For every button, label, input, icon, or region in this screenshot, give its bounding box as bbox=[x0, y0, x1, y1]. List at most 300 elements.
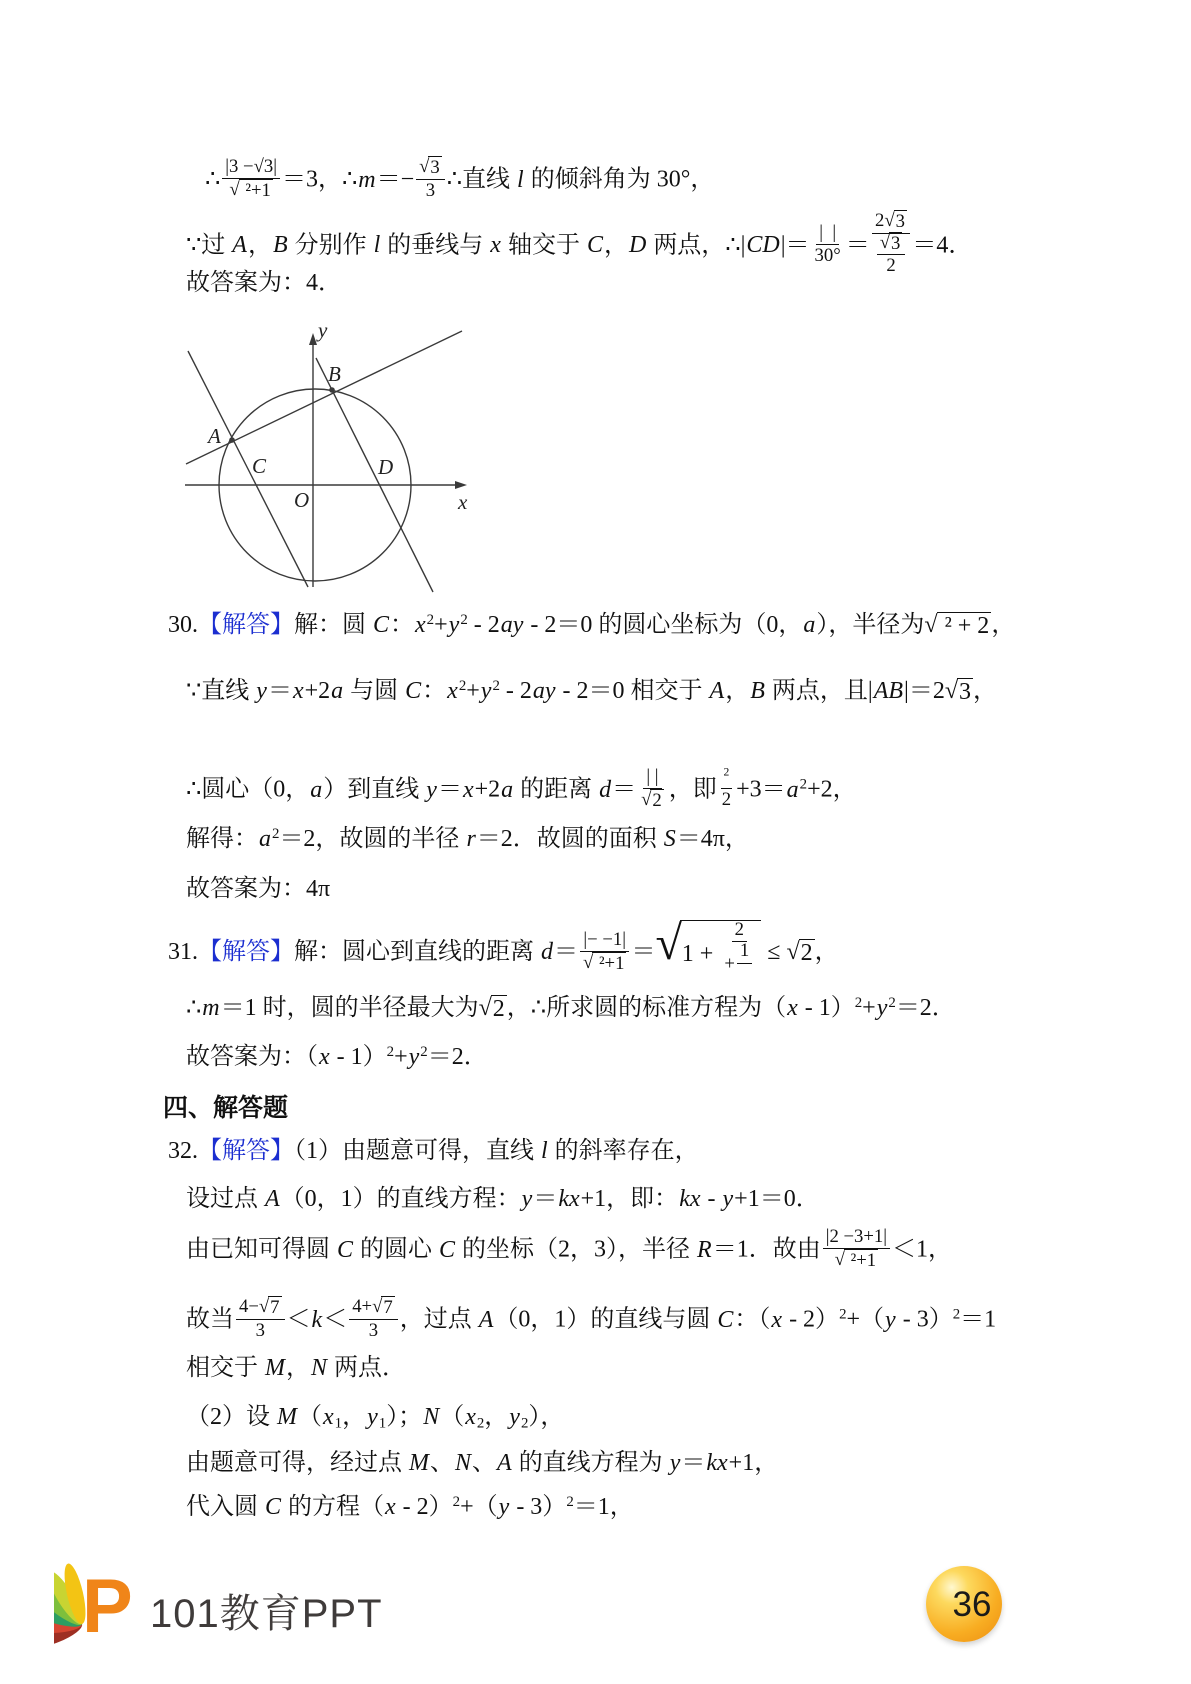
math-text: 31. bbox=[168, 939, 198, 965]
math-text: 2 bbox=[652, 790, 662, 812]
math-text: +（ bbox=[460, 1494, 498, 1520]
math-text: ＝ bbox=[554, 939, 578, 965]
solution-line-32-6 bbox=[186, 1402, 564, 1432]
math-text: 解：圆 bbox=[294, 612, 372, 638]
math-text: |3 −√3| bbox=[225, 156, 277, 177]
math-text: ＝1．故由 bbox=[712, 1236, 821, 1263]
math-variable: y bbox=[876, 995, 888, 1021]
math-variable: y bbox=[885, 1306, 896, 1333]
math-text: 故答案为：4π bbox=[186, 876, 331, 902]
math-superscript: 2 bbox=[566, 1493, 574, 1510]
math-superscript: 2 bbox=[420, 1043, 428, 1060]
math-text: ， bbox=[814, 939, 839, 965]
math-variable: N bbox=[311, 1355, 328, 1381]
math-fraction bbox=[823, 1226, 890, 1272]
math-text: ＝ bbox=[437, 776, 462, 803]
math-fraction bbox=[580, 929, 629, 975]
math-text: ）到直线 bbox=[323, 776, 426, 803]
math-radical: √ ²+1 bbox=[229, 179, 271, 202]
math-text: ， bbox=[247, 232, 272, 259]
math-text: ），半径为 bbox=[816, 612, 925, 638]
solution-line-29-answer bbox=[186, 268, 342, 298]
math-text: - 2 bbox=[467, 612, 500, 638]
math-superscript: 2 bbox=[888, 994, 896, 1011]
math-text: 1 + bbox=[681, 941, 720, 968]
math-variable: y bbox=[722, 1186, 734, 1212]
math-variable: y bbox=[509, 1404, 520, 1430]
math-text: - 1） bbox=[798, 995, 855, 1021]
section-heading: 四、解答题 bbox=[163, 1095, 289, 1122]
solution-line-32-8 bbox=[186, 1492, 634, 1522]
math-radical: √ ²+1 bbox=[834, 1249, 877, 1272]
math-text: - 2） bbox=[783, 1306, 840, 1333]
math-text: 由题意可得，经过点 bbox=[186, 1450, 408, 1476]
math-variable: a bbox=[803, 612, 816, 638]
math-text: （ bbox=[440, 1404, 465, 1430]
math-variable: A bbox=[709, 678, 725, 704]
math-variable: M bbox=[265, 1355, 285, 1381]
math-radical: √ 2 bbox=[478, 995, 505, 1022]
math-text: 故答案为：（ bbox=[186, 1044, 318, 1070]
math-text: 的直线方程为 bbox=[512, 1450, 669, 1476]
math-superscript: 2 bbox=[952, 1306, 961, 1323]
math-text: ＝1 bbox=[960, 1306, 997, 1333]
logo-letter-p: P bbox=[82, 1564, 133, 1649]
math-text: ： bbox=[390, 612, 415, 638]
answer-tag: 【解答】 bbox=[198, 939, 294, 965]
math-variable: x bbox=[385, 1494, 396, 1520]
math-variable: C bbox=[405, 678, 422, 704]
math-text: ＝1， bbox=[573, 1494, 634, 1520]
math-variable: C bbox=[439, 1236, 456, 1263]
math-text: +1＝0． bbox=[734, 1186, 820, 1212]
label-y-axis: y bbox=[318, 318, 328, 342]
math-text: 解：圆心到直线的距离 bbox=[294, 939, 540, 965]
math-variable: B bbox=[750, 678, 765, 704]
math-radical: √ 1 + 2 + 1 bbox=[655, 920, 761, 990]
math-text: 2 bbox=[886, 255, 896, 277]
math-text: - 3） bbox=[896, 1306, 953, 1333]
math-variable: x bbox=[447, 678, 458, 704]
math-text: ²+1 bbox=[240, 180, 271, 202]
math-text: ＝2，故圆的半径 bbox=[279, 826, 466, 852]
math-text: ＜ bbox=[286, 1306, 311, 1333]
math-text: - 1） bbox=[330, 1044, 387, 1070]
math-radical: √ 2 bbox=[641, 789, 662, 812]
math-text: ，∴所求圆的标准方程为（ bbox=[506, 995, 787, 1021]
math-text: 7 bbox=[270, 1297, 280, 1318]
math-variable: kx bbox=[706, 1450, 728, 1476]
solution-line-30-2 bbox=[186, 676, 997, 707]
math-text: ＝ bbox=[631, 939, 656, 965]
math-text: ²+1 bbox=[594, 952, 625, 974]
math-text: 与圆 bbox=[344, 678, 405, 704]
math-text: 4+ bbox=[352, 1296, 373, 1317]
math-text: 两点，且| bbox=[765, 678, 873, 704]
math-variable: k bbox=[311, 1306, 323, 1333]
math-text: 4− bbox=[239, 1296, 259, 1317]
math-variable: y bbox=[408, 1044, 420, 1070]
math-text: ∴直线 bbox=[446, 166, 517, 193]
math-text: + bbox=[466, 678, 480, 704]
math-variable: A bbox=[497, 1450, 512, 1476]
math-fraction bbox=[222, 156, 280, 202]
math-text: ＝3， bbox=[281, 166, 342, 193]
math-text: ∴圆心（0， bbox=[186, 776, 310, 803]
math-text: 两点． bbox=[328, 1355, 407, 1381]
math-superscript: 2 bbox=[854, 994, 863, 1011]
math-variable: x bbox=[323, 1404, 334, 1430]
math-variable: M bbox=[277, 1404, 297, 1430]
math-text: - 3） bbox=[510, 1494, 567, 1520]
math-text: 的距离 bbox=[514, 776, 599, 803]
math-variable: A bbox=[232, 232, 247, 259]
math-variable: S bbox=[663, 826, 676, 852]
math-variable: C bbox=[337, 1236, 354, 1263]
math-text: ＝ bbox=[267, 678, 292, 704]
math-variable: x bbox=[292, 678, 304, 704]
answer-tag: 【解答】 bbox=[198, 612, 294, 638]
math-text: ： bbox=[422, 678, 447, 704]
math-variable: a bbox=[331, 678, 344, 704]
math-variable: y bbox=[426, 776, 437, 803]
math-variable: y bbox=[521, 1186, 533, 1212]
math-text: （ bbox=[298, 1404, 322, 1430]
math-fraction bbox=[349, 1296, 398, 1342]
math-text: ， bbox=[603, 232, 628, 259]
math-text: ＝ bbox=[681, 1450, 706, 1476]
math-variable: l bbox=[541, 1138, 548, 1164]
solution-line-30-3 bbox=[186, 765, 857, 814]
math-text: 的倾斜角为 30°， bbox=[524, 166, 715, 193]
math-text: 2 bbox=[721, 789, 732, 811]
math-subscript: 2 bbox=[520, 1415, 529, 1432]
math-text: |＝ bbox=[780, 232, 810, 259]
math-text: - 2＝0 相交于 bbox=[556, 678, 709, 704]
math-text: ， bbox=[991, 612, 1016, 638]
math-text: + bbox=[724, 953, 735, 975]
math-text: 3 bbox=[255, 1319, 265, 1341]
math-text: 设过点 bbox=[186, 1186, 264, 1212]
math-text: 2 bbox=[734, 919, 744, 940]
math-text: +2， bbox=[807, 776, 857, 803]
math-variable: AB bbox=[873, 678, 904, 704]
math-text: | | bbox=[646, 766, 659, 787]
math-text: - bbox=[701, 1186, 722, 1212]
solution-line-32-2 bbox=[186, 1184, 820, 1214]
math-variable: A bbox=[478, 1306, 494, 1333]
math-fraction bbox=[872, 210, 911, 279]
solution-line-30-4 bbox=[186, 824, 749, 854]
math-subscript: 1 bbox=[378, 1415, 387, 1432]
label-point-C: C bbox=[252, 454, 267, 478]
math-variable: x bbox=[462, 776, 474, 803]
math-text: 3 bbox=[368, 1319, 379, 1341]
math-variable: l bbox=[373, 232, 381, 259]
solution-line-29-1 bbox=[205, 158, 714, 204]
math-text: ²+1 bbox=[845, 1250, 877, 1272]
line-AB bbox=[186, 331, 462, 464]
math-text: +（ bbox=[846, 1306, 885, 1333]
brand-name: 101教育PPT bbox=[150, 1592, 383, 1636]
math-superscript: 2 bbox=[426, 611, 435, 628]
math-text: 30° bbox=[814, 245, 841, 267]
math-variable: y bbox=[498, 1494, 510, 1520]
math-variable: B bbox=[272, 232, 288, 259]
math-text: + bbox=[394, 1044, 408, 1070]
math-variable: x bbox=[319, 1044, 330, 1070]
math-text: 代入圆 bbox=[186, 1494, 264, 1520]
math-text: 的方程（ bbox=[282, 1494, 385, 1520]
math-superscript: 2 bbox=[452, 1493, 461, 1510]
math-radical: √ 2 bbox=[786, 939, 813, 966]
math-text: ＝1 时，圆的半径最大为 bbox=[220, 995, 479, 1021]
math-text: 故当 bbox=[186, 1306, 234, 1333]
math-variable: N bbox=[423, 1404, 440, 1430]
math-variable: y bbox=[256, 678, 267, 704]
math-variable: kx bbox=[679, 1186, 701, 1212]
math-text: ＝2． bbox=[427, 1044, 488, 1070]
math-text: ：（ bbox=[734, 1306, 771, 1333]
math-fraction bbox=[719, 766, 734, 812]
solution-line-31-answer bbox=[186, 1042, 488, 1072]
math-text: 32. bbox=[168, 1138, 198, 1164]
math-text: （0，1）的直线方程： bbox=[280, 1186, 521, 1212]
math-text: 由已知可得圆 bbox=[186, 1236, 336, 1263]
math-radical: √ 7 bbox=[258, 1296, 280, 1318]
solution-line-32-7 bbox=[186, 1448, 778, 1478]
math-variable: C bbox=[717, 1306, 734, 1333]
math-text: | | bbox=[819, 221, 837, 243]
math-variable: l bbox=[517, 166, 524, 193]
math-variable: a bbox=[786, 776, 799, 803]
math-variable: m bbox=[358, 166, 376, 193]
math-text: ）； bbox=[386, 1404, 423, 1430]
math-superscript: 2 bbox=[386, 1043, 395, 1060]
math-text: 的斜率存在， bbox=[548, 1138, 699, 1164]
math-text: ＜1， bbox=[892, 1236, 953, 1263]
math-text: 分别作 bbox=[288, 232, 373, 259]
label-x-axis: x bbox=[458, 490, 468, 514]
math-text: 解得： bbox=[186, 826, 258, 852]
math-text: ∵过 bbox=[186, 232, 232, 259]
math-text: +3＝ bbox=[736, 776, 786, 803]
label-point-A: A bbox=[208, 424, 221, 448]
math-text: ＝2． bbox=[895, 995, 956, 1021]
math-variable: y bbox=[669, 1450, 681, 1476]
math-superscript: 2 bbox=[272, 825, 280, 842]
math-variable: C bbox=[265, 1494, 282, 1520]
math-text: ∴ bbox=[341, 166, 358, 193]
math-variable: CD bbox=[746, 232, 780, 259]
math-text: |2 −3+1| bbox=[825, 1226, 888, 1247]
math-text: ＝ bbox=[533, 1186, 558, 1212]
math-text: 的垂线与 bbox=[381, 232, 490, 259]
math-radical: √ 3 bbox=[879, 231, 901, 254]
solution-line-32-1 bbox=[168, 1136, 699, 1166]
math-text: +2 bbox=[304, 678, 331, 704]
math-variable: r bbox=[466, 826, 476, 852]
math-variable: y bbox=[367, 1404, 378, 1430]
brand-logo-icon bbox=[54, 1558, 146, 1654]
math-text: +2 bbox=[474, 776, 501, 803]
math-text: |− −1| bbox=[583, 928, 627, 950]
point-A-dot bbox=[229, 437, 235, 443]
math-text: - 2 bbox=[499, 678, 532, 704]
math-text: +1，即： bbox=[580, 1186, 679, 1212]
math-text: ∵直线 bbox=[186, 678, 256, 704]
math-radical: √ 3 bbox=[884, 210, 906, 232]
math-radical: √ ²+1 bbox=[583, 951, 625, 974]
math-text: |＝2 bbox=[904, 678, 945, 704]
math-text: ， bbox=[973, 678, 998, 704]
geometry-figure bbox=[170, 315, 480, 615]
math-variable: C bbox=[586, 232, 603, 259]
math-variable: x bbox=[787, 995, 798, 1021]
label-point-D: D bbox=[378, 455, 394, 479]
math-text: ＝4． bbox=[912, 232, 973, 259]
math-superscript: 2 bbox=[460, 611, 468, 628]
solution-line-30-answer bbox=[186, 874, 330, 904]
math-variable: kx bbox=[558, 1186, 580, 1212]
math-text: ， bbox=[342, 1404, 367, 1430]
math-fraction bbox=[877, 232, 906, 278]
perpendicular-line-through-B bbox=[316, 358, 433, 592]
math-subscript: 2 bbox=[476, 1415, 485, 1432]
solution-line-30-1 bbox=[168, 610, 1015, 641]
math-text: ， bbox=[286, 1355, 310, 1381]
math-text: ＝2．故圆的面积 bbox=[476, 826, 663, 852]
label-origin: O bbox=[294, 488, 310, 512]
math-text: +1， bbox=[728, 1450, 779, 1476]
math-text: ＜ bbox=[323, 1306, 348, 1333]
math-text: ∴ bbox=[186, 995, 202, 1021]
math-text: 3 bbox=[891, 232, 901, 254]
math-text: 2 bbox=[800, 940, 813, 966]
math-text: ＝− bbox=[376, 166, 415, 193]
solution-line-32-4 bbox=[186, 1298, 996, 1344]
math-fraction bbox=[721, 919, 757, 988]
math-text: 、 bbox=[472, 1450, 497, 1476]
math-text: 3 bbox=[430, 157, 440, 178]
solution-line-32-5 bbox=[186, 1353, 406, 1383]
math-radical: √ 3 bbox=[419, 156, 440, 178]
math-variable: A bbox=[265, 1186, 280, 1212]
math-superscript: 2 bbox=[723, 765, 730, 779]
math-fraction bbox=[812, 222, 844, 268]
solution-line-31-1 bbox=[168, 917, 839, 990]
math-variable: a bbox=[501, 776, 514, 803]
math-text: 3 bbox=[895, 211, 906, 232]
math-variable: x bbox=[415, 612, 426, 638]
math-text: ，过点 bbox=[399, 1306, 478, 1333]
math-text: - 2） bbox=[396, 1494, 453, 1520]
math-text: 相交于 bbox=[186, 1355, 264, 1381]
math-text: 3 bbox=[425, 179, 436, 201]
math-text: ＝ bbox=[612, 776, 637, 803]
math-text: 1 bbox=[739, 940, 750, 962]
math-fraction bbox=[737, 940, 752, 986]
math-text: 30. bbox=[168, 612, 198, 638]
page-number-badge bbox=[926, 1566, 1002, 1642]
math-superscript: 2 bbox=[799, 776, 808, 793]
math-text: 2 bbox=[875, 210, 885, 231]
math-variable: m bbox=[202, 995, 220, 1021]
math-text: 2 bbox=[492, 996, 505, 1022]
math-superscript: 2 bbox=[839, 1306, 847, 1323]
math-variable: M bbox=[409, 1450, 429, 1476]
math-variable: d bbox=[599, 776, 612, 803]
answer-tag: 【解答】 bbox=[198, 1138, 294, 1164]
math-text: ∴ bbox=[205, 166, 221, 193]
math-variable: R bbox=[697, 1236, 712, 1263]
math-text: + bbox=[434, 612, 448, 638]
math-variable: x bbox=[490, 232, 501, 259]
math-text: ）， bbox=[528, 1404, 565, 1430]
math-variable: C bbox=[373, 612, 390, 638]
math-text: 7 bbox=[383, 1297, 393, 1318]
math-text: 3 bbox=[959, 679, 972, 705]
solution-line-32-3 bbox=[186, 1228, 952, 1274]
math-radical: √ ² + 2 bbox=[924, 612, 990, 639]
math-variable: ay bbox=[500, 612, 524, 638]
math-variable: a bbox=[259, 826, 271, 852]
math-fraction bbox=[236, 1296, 285, 1342]
math-text: ² + 2 bbox=[938, 613, 990, 639]
math-text: 两点，∴| bbox=[647, 232, 746, 259]
math-text bbox=[742, 964, 747, 985]
math-fraction bbox=[416, 156, 445, 202]
math-text: - 2＝0 的圆心坐标为（0， bbox=[524, 612, 803, 638]
math-radical: √ 3 bbox=[944, 678, 972, 705]
page-number: 36 bbox=[952, 1585, 992, 1624]
math-text: ，即 bbox=[668, 776, 717, 803]
math-text: + bbox=[862, 995, 876, 1021]
math-superscript: 2 bbox=[492, 677, 500, 694]
math-text: ＝ bbox=[845, 232, 870, 259]
math-variable: y bbox=[480, 678, 492, 704]
math-variable: D bbox=[628, 232, 647, 259]
math-variable: x bbox=[465, 1404, 476, 1430]
math-variable: y bbox=[448, 612, 460, 638]
math-text: （2）设 bbox=[186, 1404, 276, 1430]
math-variable: ay bbox=[532, 678, 556, 704]
math-variable: N bbox=[455, 1450, 472, 1476]
math-text: （0，1）的直线与圆 bbox=[494, 1306, 717, 1333]
math-radical: √ 7 bbox=[372, 1296, 393, 1318]
x-axis-arrow bbox=[455, 481, 467, 489]
math-superscript: 2 bbox=[458, 677, 467, 694]
math-fraction bbox=[638, 766, 667, 812]
math-text: ≤ bbox=[761, 939, 787, 965]
perpendicular-line-through-A bbox=[188, 351, 308, 587]
math-variable: a bbox=[310, 776, 323, 803]
math-text: 的圆心 bbox=[354, 1236, 439, 1263]
math-variable: x bbox=[771, 1306, 783, 1333]
point-B-dot bbox=[329, 387, 335, 393]
math-text: 、 bbox=[430, 1450, 454, 1476]
math-text: 故答案为：4． bbox=[186, 270, 342, 296]
math-subscript: 1 bbox=[334, 1415, 343, 1432]
y-axis-arrow bbox=[309, 333, 317, 345]
math-text: ， bbox=[484, 1404, 509, 1430]
math-variable: d bbox=[541, 939, 553, 965]
math-text: （1）由题意可得，直线 bbox=[294, 1138, 540, 1164]
math-text: 轴交于 bbox=[501, 232, 586, 259]
math-text: 的坐标（2，3），半径 bbox=[456, 1236, 697, 1263]
math-text: ， bbox=[725, 678, 750, 704]
label-point-B: B bbox=[328, 362, 341, 386]
